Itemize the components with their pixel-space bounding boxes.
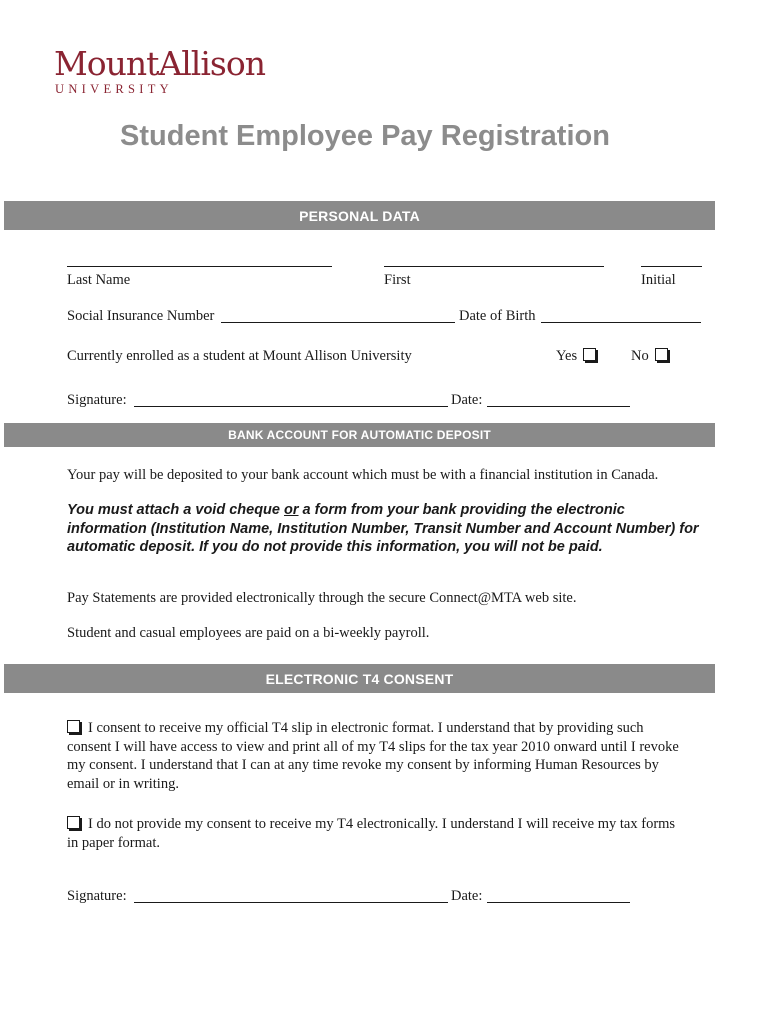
enrolled-no-option[interactable] xyxy=(631,347,668,365)
deposit-text: Your pay will be deposited to your bank account which must be with a financial institution in Canada. xyxy=(67,467,659,483)
first-name-field[interactable] xyxy=(384,266,604,267)
enrolled-yes-option[interactable] xyxy=(556,347,596,365)
personal-data-heading-text: PERSONAL DATA xyxy=(299,207,420,224)
statements-text: Pay Statements are provided electronically through the secure Connect@MTA web site. xyxy=(67,590,577,606)
t4-signature-field[interactable] xyxy=(134,902,448,903)
t4-consent-heading xyxy=(4,664,715,693)
no-label: No xyxy=(631,348,649,364)
t4-signature-label: Signature: xyxy=(67,888,127,904)
payroll-text: Student and casual employees are paid on a bi-weekly payroll. xyxy=(67,625,430,641)
last-name-field[interactable] xyxy=(67,266,332,267)
personal-signature-label: Signature: xyxy=(67,392,127,408)
personal-data-heading xyxy=(4,201,715,230)
personal-date-field[interactable] xyxy=(487,406,630,407)
consent-option xyxy=(67,719,682,793)
logo-subtitle: UNIVERSITY xyxy=(55,82,173,96)
void-cheque-notice xyxy=(67,501,699,557)
t4-date-field[interactable] xyxy=(487,902,630,903)
no-consent-text: I do not provide my consent to receive my T4 electronically. I understand I will receive my tax forms in paper format. xyxy=(67,816,676,851)
personal-signature-field[interactable] xyxy=(134,406,448,407)
consent-text: I consent to receive my official T4 slip in electronic format. I understand that by providing such consent I will have access to view and print all of my T4 slips for the tax year 2010 onward until I revoke my consent. I understand that I can at any time revoke my consent by informing Human Resources by email or in writing. xyxy=(67,720,679,792)
no-consent-checkbox[interactable] xyxy=(67,816,80,829)
first-name-label: First xyxy=(384,272,411,288)
no-consent-option xyxy=(67,815,682,852)
dob-label: Date of Birth xyxy=(459,308,536,324)
personal-date-label: Date: xyxy=(451,392,483,408)
no-checkbox[interactable] xyxy=(655,348,668,361)
initial-label: Initial xyxy=(641,272,676,288)
t4-consent-heading-text: ELECTRONIC T4 CONSENT xyxy=(265,670,454,687)
bank-account-heading xyxy=(4,423,715,447)
yes-checkbox[interactable] xyxy=(583,348,596,361)
notice-part2: a form from your bank providing the electronic information (Institution Name, Institution Number, Transit Number and Account Number) for automatic deposit. If you do not provide this information, you will not be paid. xyxy=(67,502,699,555)
t4-date-label: Date: xyxy=(451,888,483,904)
sin-field[interactable] xyxy=(221,322,455,323)
notice-part1: You must attach a void cheque xyxy=(67,502,285,518)
page-title: Student Employee Pay Registration xyxy=(120,120,610,152)
dob-field[interactable] xyxy=(541,322,701,323)
bank-account-heading-text: BANK ACCOUNT FOR AUTOMATIC DEPOSIT xyxy=(228,428,491,442)
last-name-label: Last Name xyxy=(67,272,131,288)
consent-checkbox[interactable] xyxy=(67,720,80,733)
notice-or: or xyxy=(284,502,299,518)
yes-label: Yes xyxy=(556,348,578,364)
logo-wordmark: MountAllison xyxy=(54,44,265,83)
enrolled-label: Currently enrolled as a student at Mount Allison University xyxy=(67,348,412,364)
initial-field[interactable] xyxy=(641,266,702,267)
sin-label: Social Insurance Number xyxy=(67,308,215,324)
